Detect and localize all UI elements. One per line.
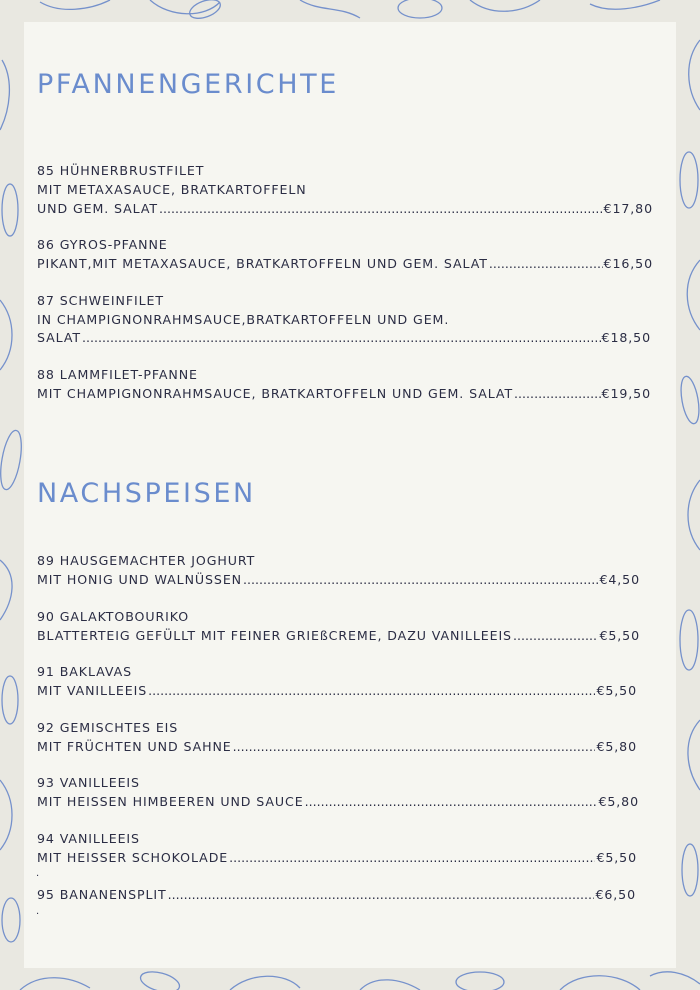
menu-item-92-price-line bbox=[37, 739, 637, 755]
menu-item-88-price-line bbox=[37, 386, 651, 402]
menu-item-89-name: 89 HAUSGEMACHTER JOGHURT bbox=[37, 553, 256, 568]
menu-item-87-desc: IN CHAMPIGNONRAHMSAUCE,BRATKARTOFFELN UND GEM. bbox=[37, 312, 450, 327]
menu-item-87-desc-last: SALAT bbox=[37, 330, 81, 345]
dot-leader bbox=[82, 330, 601, 346]
section-title-pfannengerichte: PFANNENGERICHTE bbox=[37, 69, 339, 100]
menu-item-90-name: 90 GALAKTOBOURIKO bbox=[37, 609, 190, 624]
menu-item-90-desc-last: BLATTERTEIG GEFÜLLT MIT FEINER GRIEßCREME, DAZU VANILLEEIS bbox=[37, 628, 512, 643]
menu-item-86-price: €16,50 bbox=[603, 256, 653, 271]
menu-item-86-desc-last: PIKANT,MIT METAXASAUCE, BRATKARTOFFELN UND GEM. SALAT bbox=[37, 256, 488, 271]
stray-dot: . bbox=[36, 906, 40, 917]
menu-item-87-price: €18,50 bbox=[601, 330, 651, 345]
menu-item-86-name: 86 GYROS-PFANNE bbox=[37, 237, 168, 252]
menu-item-94-price-line bbox=[37, 850, 637, 866]
menu-item-95-price-line bbox=[37, 887, 636, 903]
menu-item-90-price: €5,50 bbox=[599, 628, 640, 643]
menu-item-85-price: €17,80 bbox=[603, 201, 653, 216]
menu-item-85-desc-last: UND GEM. SALAT bbox=[37, 201, 159, 216]
menu-item-91-price-line bbox=[37, 683, 637, 699]
stray-dot: . bbox=[36, 868, 40, 879]
menu-item-85-desc: MIT METAXASAUCE, BRATKARTOFFELN bbox=[37, 182, 307, 197]
menu-page bbox=[24, 22, 676, 968]
dot-leader bbox=[148, 683, 595, 699]
menu-item-94-price: €5,50 bbox=[596, 850, 637, 865]
dot-leader bbox=[168, 887, 595, 903]
menu-item-89-price-line bbox=[37, 572, 640, 588]
menu-item-92-desc-last: MIT FRÜCHTEN UND SAHNE bbox=[37, 739, 232, 754]
menu-item-92-price: €5,80 bbox=[596, 739, 637, 754]
menu-item-95-price: €6,50 bbox=[595, 887, 636, 902]
menu-item-95-name: 95 BANANENSPLIT bbox=[37, 887, 167, 902]
dot-leader bbox=[514, 386, 600, 402]
section-title-nachspeisen: NACHSPEISEN bbox=[37, 478, 256, 509]
menu-item-91-desc-last: MIT VANILLEEIS bbox=[37, 683, 148, 698]
menu-item-88-name: 88 LAMMFILET-PFANNE bbox=[37, 367, 198, 382]
menu-item-93-price-line bbox=[37, 794, 639, 810]
dot-leader bbox=[159, 201, 603, 217]
menu-item-91-name: 91 BAKLAVAS bbox=[37, 664, 132, 679]
menu-item-85-price-line bbox=[37, 201, 653, 217]
menu-item-87-price-line bbox=[37, 330, 651, 346]
dot-leader bbox=[489, 256, 603, 272]
menu-item-93-desc-last: MIT HEISSEN HIMBEEREN UND SAUCE bbox=[37, 794, 304, 809]
dot-leader bbox=[229, 850, 595, 866]
menu-item-89-desc-last: MIT HONIG UND WALNÜSSEN bbox=[37, 572, 242, 587]
dot-leader bbox=[513, 628, 598, 644]
menu-item-86-price-line bbox=[37, 256, 653, 272]
menu-item-87-name: 87 SCHWEINFILET bbox=[37, 293, 164, 308]
menu-item-91-price: €5,50 bbox=[596, 683, 637, 698]
menu-item-93-price: €5,80 bbox=[598, 794, 639, 809]
dot-leader bbox=[305, 794, 598, 810]
menu-item-94-name: 94 VANILLEEIS bbox=[37, 831, 140, 846]
menu-item-93-name: 93 VANILLEEIS bbox=[37, 775, 140, 790]
menu-item-89-price: €4,50 bbox=[599, 572, 640, 587]
dot-leader bbox=[243, 572, 598, 588]
menu-item-88-price: €19,50 bbox=[601, 386, 651, 401]
menu-item-94-desc-last: MIT HEISSER SCHOKOLADE bbox=[37, 850, 229, 865]
menu-item-85-name: 85 HÜHNERBRUSTFILET bbox=[37, 163, 205, 178]
dot-leader bbox=[233, 739, 596, 755]
menu-item-92-name: 92 GEMISCHTES EIS bbox=[37, 720, 179, 735]
menu-item-88-desc-last: MIT CHAMPIGNONRAHMSAUCE, BRATKARTOFFELN UND GEM. SALAT bbox=[37, 386, 514, 401]
menu-item-90-price-line bbox=[37, 628, 640, 644]
